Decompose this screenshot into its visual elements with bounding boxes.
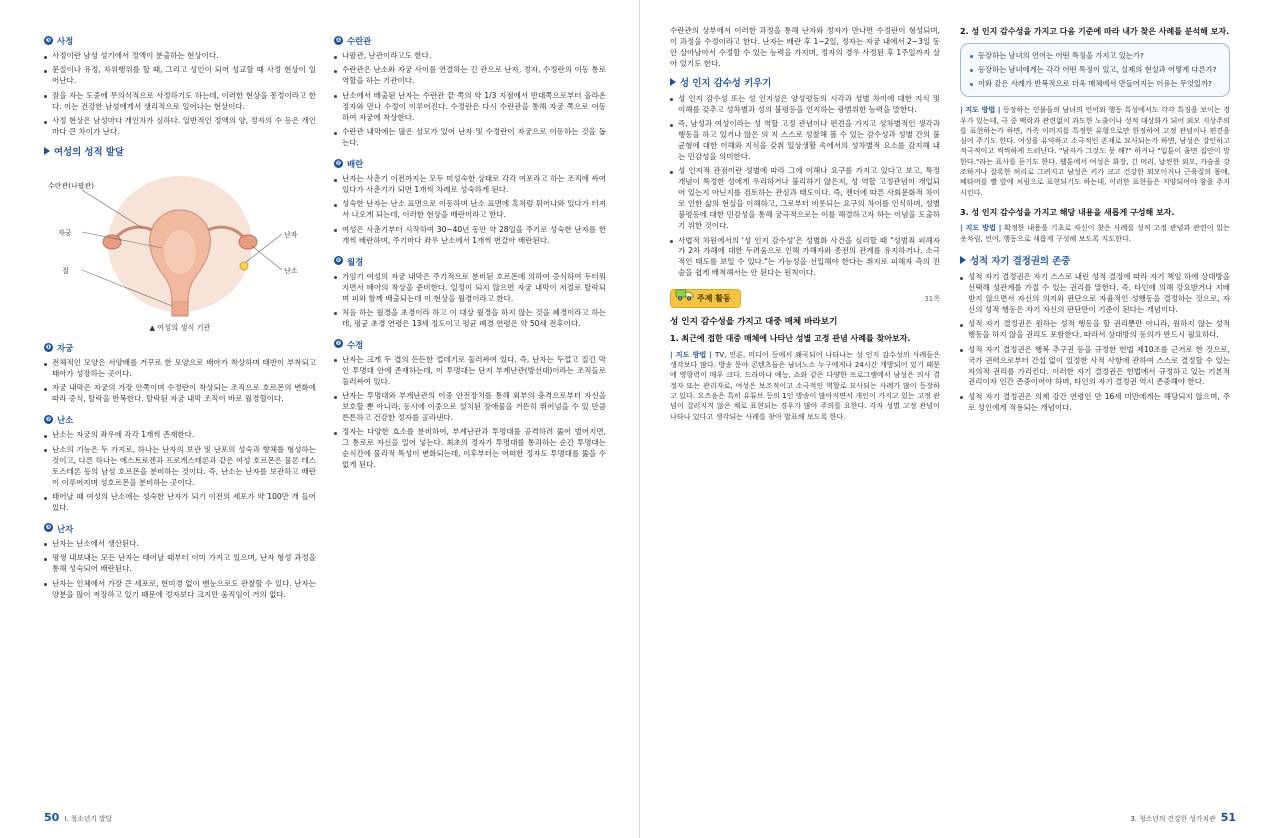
section-gender-sensitivity: [670, 75, 940, 89]
list-menstruation: [334, 272, 606, 330]
list-item: 전체적인 모양은 서양배를 거꾸로 한 모양으로 배아가 착상하며 태반이 부착되고 태아가 성장하는 곳이다.: [44, 358, 316, 380]
list-item: 난자는 인체에서 가장 큰 세포로, 현미경 없이 맨눈으로도 관찰할 수 있다. 난자는 양분을 많이 저장하고 있기 때문에 정자보다 크지만 움직임이 거의 없다.: [44, 579, 316, 601]
activity-badge-label: 주제 활동: [697, 294, 731, 304]
right-column-1: [670, 26, 940, 431]
guide-text: TV, 언론, 미디어 등에서 왜곡되어 나타나는 성 인지 감수성의 사례들은 생각보다 많다. 방송 문야 콘텐츠들은 남녀노소 누구에게나 24시간 개방되어 있기 때문에 영향력이 매우 크다. 드라마나 예능, 쇼와 같은 다양한 프로그램에서 남성은 의사 결정자 또는 관리자로, 여성은 보조적이고 소극적인 역할로 묘사되는 사례가 많이 등장하고 있다. 요즈음은 특히 유튜브 등의 1인 방송이 많아지면서 개인이 가지고 있는 고정 관념이 걸러지지 않은 채로 표현되는 경우가 많아 주의를 요한다. 각자 성별 고정 관념이 나타나 있다고 생각되는 사례를 찾아 발표해 보도록 한다.: [670, 349, 940, 421]
list-item: 즉, 남성과 여성이라는 성 역할 고정 관념이나 편견을 가지고 성차별적인 생각과 행동을 하고 있거나 않은 의 지 스스로 성찰해 볼 수 있는 감수성과 성별 간의 불균형에 대한 이해와 지식을 갖춰 일상생활 속에서의 성차별적 요소를 감지해 내는 민감성을 의미한다.: [670, 119, 940, 163]
guide-tag: | 지도 방법 |: [670, 349, 713, 359]
number-badge: ❷: [45, 415, 52, 423]
subhead-label: 월경: [347, 256, 364, 267]
paragraph-fertilization-cont: 수란관의 상부에서 이러한 과정을 통해 난자와 정자가 만나면 수정란이 형성되며, 이 과정을 수정이라고 한다. 난자는 배란 후 1~2일, 정자는 자궁 내에서 2~3일 동안 살아남아서 수정할 수 있는 능력을 가지며, 정자의 경우 사정된 후 1주일까지 살아 있기도 한다.: [670, 26, 940, 68]
list-item: 자궁 내막은 자궁의 가장 안쪽이며 수정란이 착상되는 조직으로 호르몬의 변화에 따라 증식, 탈락을 반복한다. 탈락된 자궁 내막 조직이 바로 월경혈이다.: [44, 383, 316, 405]
activity-block: [670, 289, 940, 422]
left-page-footer: [44, 811, 112, 824]
subhead-ovary: [44, 414, 316, 426]
footer-chapter-title: 3. 청소년의 건강한 성가치관: [1130, 814, 1216, 823]
activity-badge: [670, 289, 741, 308]
label-ovary: 난소: [284, 267, 298, 276]
number-badge: ❺: [335, 159, 342, 167]
left-column-1: [44, 26, 316, 607]
subhead-label: 사정: [57, 36, 74, 46]
right-page-footer: [1130, 811, 1236, 824]
subhead-menstruation: [334, 256, 606, 268]
truck-icon: [675, 284, 695, 302]
subhead-uterus: [44, 342, 316, 354]
guide-tag: | 지도 방법 |: [960, 105, 1001, 115]
list-fertilization: [334, 355, 606, 471]
figure-female-reproductive-system: [44, 166, 316, 333]
section-female-development: [44, 144, 316, 158]
list-item: 난소는 자궁의 좌우에 각각 1개씩 존재한다.: [44, 430, 316, 441]
list-ovulation: [334, 174, 606, 247]
list-item: 등장하는 남녀에게는 각각 어떤 특징이 있고, 실제의 현실과 어떻게 다른가?: [970, 65, 1220, 76]
subhead-label: 수정: [347, 339, 364, 350]
subhead-label: 배란: [347, 159, 364, 169]
number-badge: ❼: [335, 340, 342, 348]
list-item: 사법적 차원에서의 '성 인지 감수성'은 성별화 사건을 심리할 때 "성범죄 피해자가 2차 가해에 대한 두려움으로 인해 가해자와 종전의 관계를 유지하거나, 소극적인 태도를 보일 수 있다."는 가능성을 선입해야 한다는 취지로 피해자 측의 진술을 쉽게 배척해서는 안 된다는 원칙이다.: [670, 236, 940, 280]
guide-tag: | 지도 방법 |: [960, 223, 1002, 233]
list-item: 잠을 자는 도중에 무의식적으로 사정하기도 하는데, 이러한 현상을 몽정이라고 한다. 이는 건강한 남성에게서 생리적으로 일어나는 현상이다.: [44, 91, 316, 113]
list-item: 태어날 때 여성의 난소에는 성숙한 난자가 되기 이전의 세포가 약 100만 개 들어 있다.: [44, 492, 316, 514]
figure-caption: ▲ 여성의 생식 기관: [149, 323, 211, 333]
subhead-ejaculation: [44, 35, 316, 47]
list-item: 성적 자기 결정권은 원하는 성적 행동을 할 권리뿐만 아니라, 원하지 않는 성적 행동을 하지 않을 권리도 포함한다. 따라서 상대방의 동의가 반드시 필요하다.: [960, 319, 1230, 341]
list-item: 난소의 기능은 두 가지로, 하나는 난자의 보관 및 난포의 성숙과 향체를 형성하는 것이고, 다른 하나는 에스트로겐과 프로게스테론과 같은 여성 호르몬은 물론 테스토스테론 등의 남성 호르몬을 분비하는 것이다. 즉, 난소는 난자를 보관하고 배란이 이루어지며 성호르몬을 분비하는 곳이다.: [44, 445, 316, 489]
list-ovum: [44, 539, 316, 601]
subhead-label: 수란관: [347, 36, 372, 46]
list-ejaculation: [44, 51, 316, 138]
list-item: 난소에서 배출된 난자는 수란관 끝 쪽의 약 1/3 지점에서 반대쪽으로부터 올라온 정자와 만나 수정이 이루어진다. 수정란은 다시 수란관을 통해 자궁 쪽으로 이동하여 자궁에 착상한다.: [334, 91, 606, 124]
list-item: 문질이나 유정, 자위행위를 할 때, 그리고 성인이 되어 성교할 때 사정 현상이 일어난다.: [44, 65, 316, 87]
list-item: 성숙한 난자는 난소 표면으로 이동하며 난소 표면에 혹처럼 튀어나와 있다가 터져서 나오게 되는데, 이러한 현상을 배란이라고 한다.: [334, 199, 606, 221]
right-page: [640, 0, 1280, 838]
section-label: 성 인지 감수성 키우기: [680, 77, 772, 89]
triangle-bullet-icon: [670, 78, 676, 86]
list-item: 사정 현상은 남성마다 개인차가 심하다. 일반적인 정액의 양, 정자의 수 등은 개인마다 큰 차이가 난다.: [44, 116, 316, 138]
subhead-ovulation: [334, 158, 606, 170]
number-badge: ❹: [335, 36, 342, 44]
list-item: 이와 같은 사례가 반복적으로 더욱 매체에서 만들어지는 이유는 무엇일까?: [970, 79, 1220, 90]
guide-text: 확정한 내용을 기초로 자신이 찾은 사례를 성적 고정 관념과 관련이 있는 옷차림, 언어, 행동으로 새롭게 구성해 보도록 지도한다.: [960, 223, 1230, 243]
list-item: 수란관은 난소와 자궁 사이를 연결하는 긴 관으로 난자, 정자, 수정란의 이동 통로 역할을 하는 기관이다.: [334, 65, 606, 87]
number-badge: ❻: [335, 257, 342, 265]
activity-question-3: 3. 성 인지 감수성을 가지고 해당 내용을 새롭게 구성해 보자.: [960, 207, 1175, 217]
number-badge: ❶: [45, 343, 52, 351]
triangle-bullet-icon: [44, 147, 50, 155]
list-item: 난자는 투명대와 부계난관의 이중 안전장치를 통해 외부의 충격으로부터 자신을 보호할 뿐 아니라, 동시에 이중으로 설치된 장애물을 거뜬히 뛰어넘을 수 있 만큼 튼튼하고 건강한 정자를 골라낸다.: [334, 391, 606, 424]
criteria-list: [970, 51, 1220, 90]
question-criteria-box: [960, 43, 1230, 98]
list-item: 성 인지 감수성 또는 성 인지성은 양성평등의 시각과 성별 차이에 대한 지식 및 이해를 갖추고 성차별과 성의 불평등을 인지하는 광범위한 능력을 말한다.: [670, 94, 940, 116]
list-uterus: [44, 358, 316, 405]
right-column-2: [960, 26, 1230, 431]
footer-chapter-title: I. 청소년기 발달: [64, 814, 113, 823]
list-sexual-self-determination: [960, 272, 1230, 414]
list-item: 난자는 사춘기 이전까지는 모두 미성숙한 상태로 각각 여포라고 하는 조직에 싸여 있다가 사춘기가 되면 1개씩 차례로 성숙하게 된다.: [334, 174, 606, 196]
subhead-label: 자궁: [57, 343, 74, 354]
list-item: 성 인지적 관점이란 성별에 따라 그에 이해나 요구를 가지고 있다고 보고, 특정 개념이 특정한 성에게 우리하거나 불리하기 않은지, 성 역할 고정관념이 개입되어 있는지 아닌지를 검토하는 관심과 태도이다. 즉, 젠더에 따른 사회문화적 차이로 인한 삶의 현실을 이해하고, 그로부터 비롯되는 요구의 차이를 인식하며, 성별 불평등에 대한 민감성을 통해 궁극적으로는 이를 해결하고자 하는 이념을 도출하기 위한 것이다.: [670, 166, 940, 232]
list-item: 성적 자기 결정권은 의제 강간 연령인 만 16세 미만에게는 해당되지 않으며, 주로 성인에게 적용되는 개념이다.: [960, 392, 1230, 414]
number-badge: ❸: [45, 524, 52, 532]
list-item: 등장하는 남녀의 언어는 어떤 특징을 가지고 있는가?: [970, 51, 1220, 62]
page-number: 51: [1220, 811, 1236, 824]
list-item: 성적 자기 결정권은 자기 스스로 내린 성적 결정에 따라 자기 책임 하에 상대방을 선택해 성관계를 가질 수 있는 권리를 말한다. 즉, 타인에 의해 강요받거나 지배받지 않으면서 자신의 의지와 판단으로 자율적인 성행동을 결정하는 것으로, 자신의 성적 행동은 자기 자신의 판단만이 기준이 된다는 개념이다.: [960, 272, 1230, 316]
list-ovary: [44, 430, 316, 514]
list-item: 정자는 다양한 효소를 분비하여, 부계난관과 투명대를 공격하려 뚫어 벌어지면, 그 통로로 자신을 밀어 넣는다. 최초의 정자가 투명대를 통과하는 순간 투명대는 순식간에 물리적 특성이 변화되는데, 이후부터는 어떠한 정자도 투명대를 뚫을 수 없게 된다.: [334, 427, 606, 471]
label-ovum: 난자: [284, 231, 298, 240]
activity-page-ref: 31쪽: [924, 294, 940, 303]
subhead-label: 난소: [57, 415, 74, 426]
subhead-fertilization: [334, 339, 606, 351]
page-number: 50: [44, 811, 60, 824]
activity-guide-1: [670, 350, 940, 422]
list-item: 수란관 내막에는 많은 섬모가 있어 난자 및 수정란이 자궁으로 이동하는 것을 돕는다.: [334, 127, 606, 149]
list-item: 사정이란 남성 성기에서 정액이 분출하는 현상이다.: [44, 51, 316, 62]
section-sexual-self-determination: [960, 253, 1230, 267]
subhead-label: 난자: [57, 523, 74, 534]
label-fallopian-tube: 수란관(나팔관): [48, 182, 95, 191]
list-item: 난자는 크게 두 겹의 든든한 껍데기로 둘러싸여 있다. 즉, 난자는 두껍고 질긴 막인 투명대 안에 존재하는데, 이 투명대는 단지 부계난관(방선대)이라는 조직들로 둘러싸여 있다.: [334, 355, 606, 388]
activity-header: [670, 289, 940, 308]
activity-question-2: 2. 성 인지 감수성을 가지고 다음 기준에 따라 내가 찾은 사례를 분석해 보자.: [960, 27, 1230, 36]
activity-guide-2: [960, 105, 1230, 198]
section-label: 여성의 성적 발달: [54, 147, 124, 159]
list-item: 성적 자기 결정권은 행복 추구권 등을 규정한 헌법 제10조를 근거로 한 것으로, 국가 권력으로부터 간섭 없이 일정한 사적 사항에 관하여 스스로 결정할 수 있는 자의적 권리를 가리킨다. 이러한 자기 결정권은 헌법에서 규정하고 있는 기본적 권리이자 인간 존중이어야 하며, 타인의 자기 결정권 역시 존중해야 한다.: [960, 345, 1230, 389]
activity-title: 성 인지 감수성을 가지고 대중 매체 바라보기: [670, 317, 838, 328]
activity-guide-3: [960, 223, 1230, 244]
number-badge: ❸: [45, 36, 52, 44]
activity-question-1: 1. 최근에 접한 대중 매체에 나타난 성별 고정 관념 사례를 찾아보자.: [670, 334, 911, 344]
list-fallopian-tube: [334, 51, 606, 149]
left-column-2: [334, 26, 606, 607]
subhead-fallopian-tube: [334, 35, 606, 47]
subhead-ovum: [44, 523, 316, 535]
list-item: 처음 하는 월경을 초경이라 하고 이 대상 월경을 하지 않는 것을 폐경이라고 하는데, 평균 초경 연령은 13세 정도이고 평균 폐경 연령은 약 50세 전후이다.: [334, 308, 606, 330]
list-item: 난자는 난소에서 생산된다.: [44, 539, 316, 550]
list-item: 평생 내보내는 모든 난자는 태어날 때부터 이미 가지고 있으며, 난자 형성 과정을 통해 성숙되어 배란된다.: [44, 553, 316, 575]
section-label: 성적 자기 결정권의 존중: [970, 256, 1071, 268]
list-item: 여성은 사춘기부터 시작하여 30~40년 동안 약 28일을 주기로 성숙한 난자를 한 개씩 배란하며, 주기마다 좌우 난소에서 1개씩 번갈아 배란된다.: [334, 225, 606, 247]
guide-text: 등장하는 인물들의 남녀의 언어와 행동 특성에서도 각각 특징을 보이는 경우가 있는데, 극 중 맥락과 관련없이 과도한 노출이나 성적 대상화가 되어 외모 지상주의를 표현하는가 하면, 가족 이미지를 특정한 유형으로만 한정하여 고정 관념이나 편견을 심어 주기도 한다. 여성을 유약하고 소극적인 존재로 묘사되는가 하면, 남성은 강인하고 적극적이고 씩씩하게 드러난다. "남자가 그것도 못 해?" 하거나 "입툰이 울면 집안이 망한다."라는 표사를 듣기도 한다. 웹툰에서 여성은 화장, 긴 머리, 날씬한 외모, 가슴을 강조하거나 잘록한 허리로 그려지고 남성은 키가 크고 건강한 외모이거나 근육질의 몸매, 베타머를 빨 앞에 처림으로 표현되기도 하는데, 이러한 표현들은 지양되어야 함을 주지시킨다.: [960, 105, 1230, 197]
female-anatomy-diagram: [46, 166, 314, 318]
list-item: 나팔관, 난관이라고도 한다.: [334, 51, 606, 62]
list-item: 가임기 여성의 자궁 내막은 주기적으로 분비된 호르몬에 의하여 증식하여 두터워지면서 배아의 착상을 준비한다. 일정이 되지 않으면 자궁 내막이 저절로 탈락되며 피와 함께 배출되는데 이 현상을 월경이라고 한다.: [334, 272, 606, 305]
label-uterus: 자궁: [58, 229, 72, 238]
label-vagina: 질: [62, 267, 69, 276]
list-gender-sensitivity: [670, 94, 940, 280]
triangle-bullet-icon: [960, 256, 966, 264]
